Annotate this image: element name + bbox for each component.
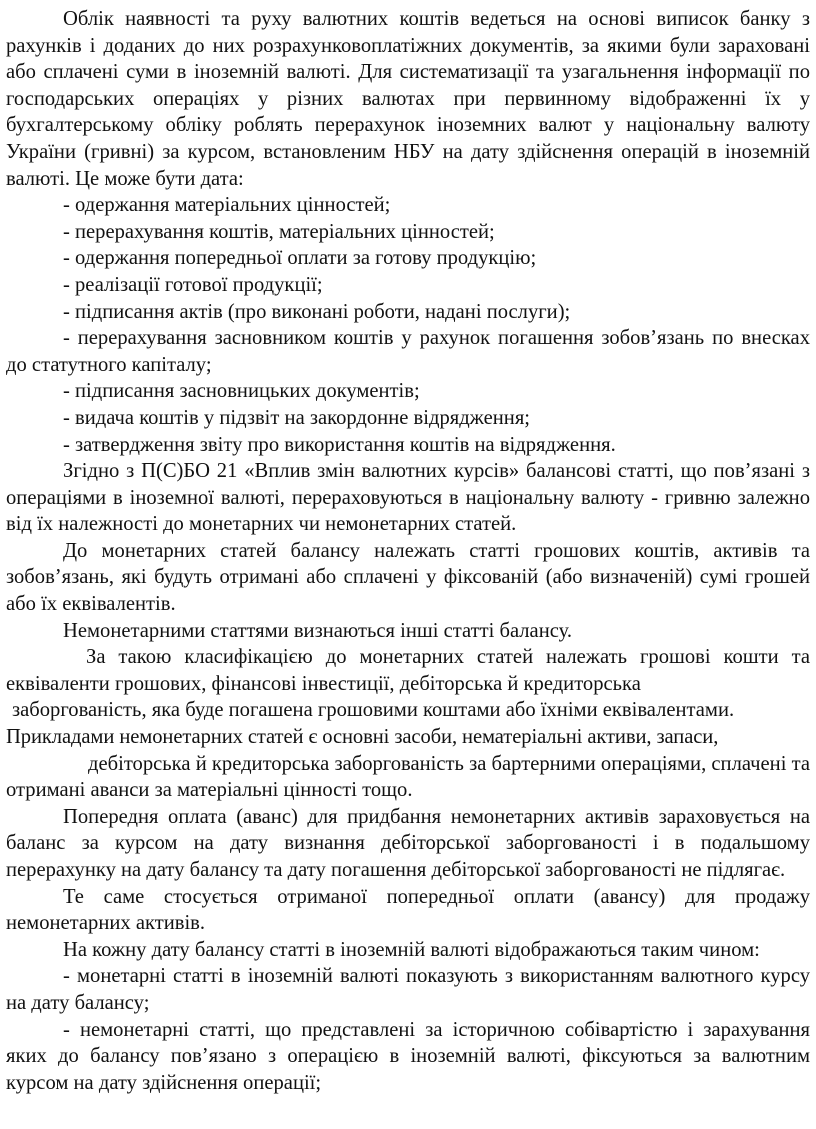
paragraph-classification: За такою класифікацією до монетарних статей належать грошові кошти та еквіваленти грошових, фінансові інвестиції, дебіторська й кредиторська bbox=[6, 646, 810, 695]
list-item-balance: - монетарні статті в іноземній валюті показують з використанням валютного курсу на дату балансу; bbox=[6, 965, 810, 1014]
list-item-dates: - одержання попередньої оплати за готову продукцію; bbox=[63, 247, 537, 270]
list-item-dates: - перерахування коштів, матеріальних цінностей; bbox=[63, 220, 495, 243]
paragraph-classification-cont: заборгованість, яка буде погашена грошовими коштами або їхніми еквівалентами. bbox=[12, 699, 735, 722]
paragraph-balance-date: На кожну дату балансу статті в іноземній валюті відображаються таким чином: bbox=[63, 938, 760, 961]
paragraph-monetary-items: До монетарних статей балансу належать статті грошових коштів, активів та зобов’язань, які будуть отримані або сплачені у фіксованій (або визначеній) сумі грошей або їх еквівалентів. bbox=[6, 539, 810, 616]
list-item-dates: - затвердження звіту про використання коштів на відрядження. bbox=[63, 433, 616, 456]
paragraph-prepayment: Попередня оплата (аванс) для придбання немонетарних активів зараховується на баланс за курсом на дату визнання дебіторської заборгованості і в подальшому перерахунку на дату балансу та дату погашення дебіторської заборгованості не підлягає. bbox=[6, 805, 810, 881]
list-item-dates: - підписання актів (про виконані роботи, надані послуги); bbox=[63, 300, 571, 323]
list-item-dates: - підписання засновницьких документів; bbox=[63, 380, 420, 403]
paragraph-psbo-21: Згідно з П(С)БО 21 «Вплив змін валютних курсів» балансові статті, що пов’язані з операціями в іноземної валюті, перераховуються в національну валюту - гривню залежно від їх належності до монетарних чи немонетарних статей. bbox=[6, 460, 810, 536]
paragraph-examples: Прикладами немонетарних статей є основні засоби, нематеріальні активи, запаси, bbox=[6, 726, 719, 749]
paragraph-non-monetary-items: Немонетарними статтями визнаються інші статті балансу. bbox=[63, 619, 572, 642]
list-item-balance: - немонетарні статті, що представлені за історичною собівартістю і зарахування яких до балансу пов’язано з операцією в іноземній валюті, фіксуються за валютним курсом на дату здійснення операції; bbox=[6, 1018, 810, 1094]
paragraph-intro: Облік наявності та руху валютних коштів ведеться на основі виписок банку з рахунків і доданих до них розрахунковоплатіжних документів, за якими були зараховані або сплачені суми в іноземній валюті. Для систематизації та узагальнення інформації по господарських операціях у різних валютах при первинному відображенні їх у бухгалтерському обліку роблять перерахунок іноземних валют у національну валюту України (гривні) за курсом, встановленим НБУ на дату здійснення операцій в іноземній валюті. Це може бути дата: bbox=[6, 8, 810, 190]
list-item-dates: - одержання матеріальних цінностей; bbox=[63, 194, 391, 217]
paragraph-received-prepayment: Те саме стосується отриманої попередньої оплати (авансу) для продажу немонетарних активів. bbox=[6, 885, 810, 935]
list-item-dates: - реалізації готової продукції; bbox=[63, 273, 323, 296]
list-item-dates: - перерахування засновником коштів у рахунок погашення зобов’язань по внесках до статутного капіталу; bbox=[6, 327, 810, 376]
list-item-dates: - видача коштів у підзвіт на закордонне відрядження; bbox=[63, 406, 531, 429]
paragraph-examples-cont: дебіторська й кредиторська заборгованість за бартерними операціями, сплачені та отримані аванси за матеріальні цінності тощо. bbox=[6, 752, 810, 802]
